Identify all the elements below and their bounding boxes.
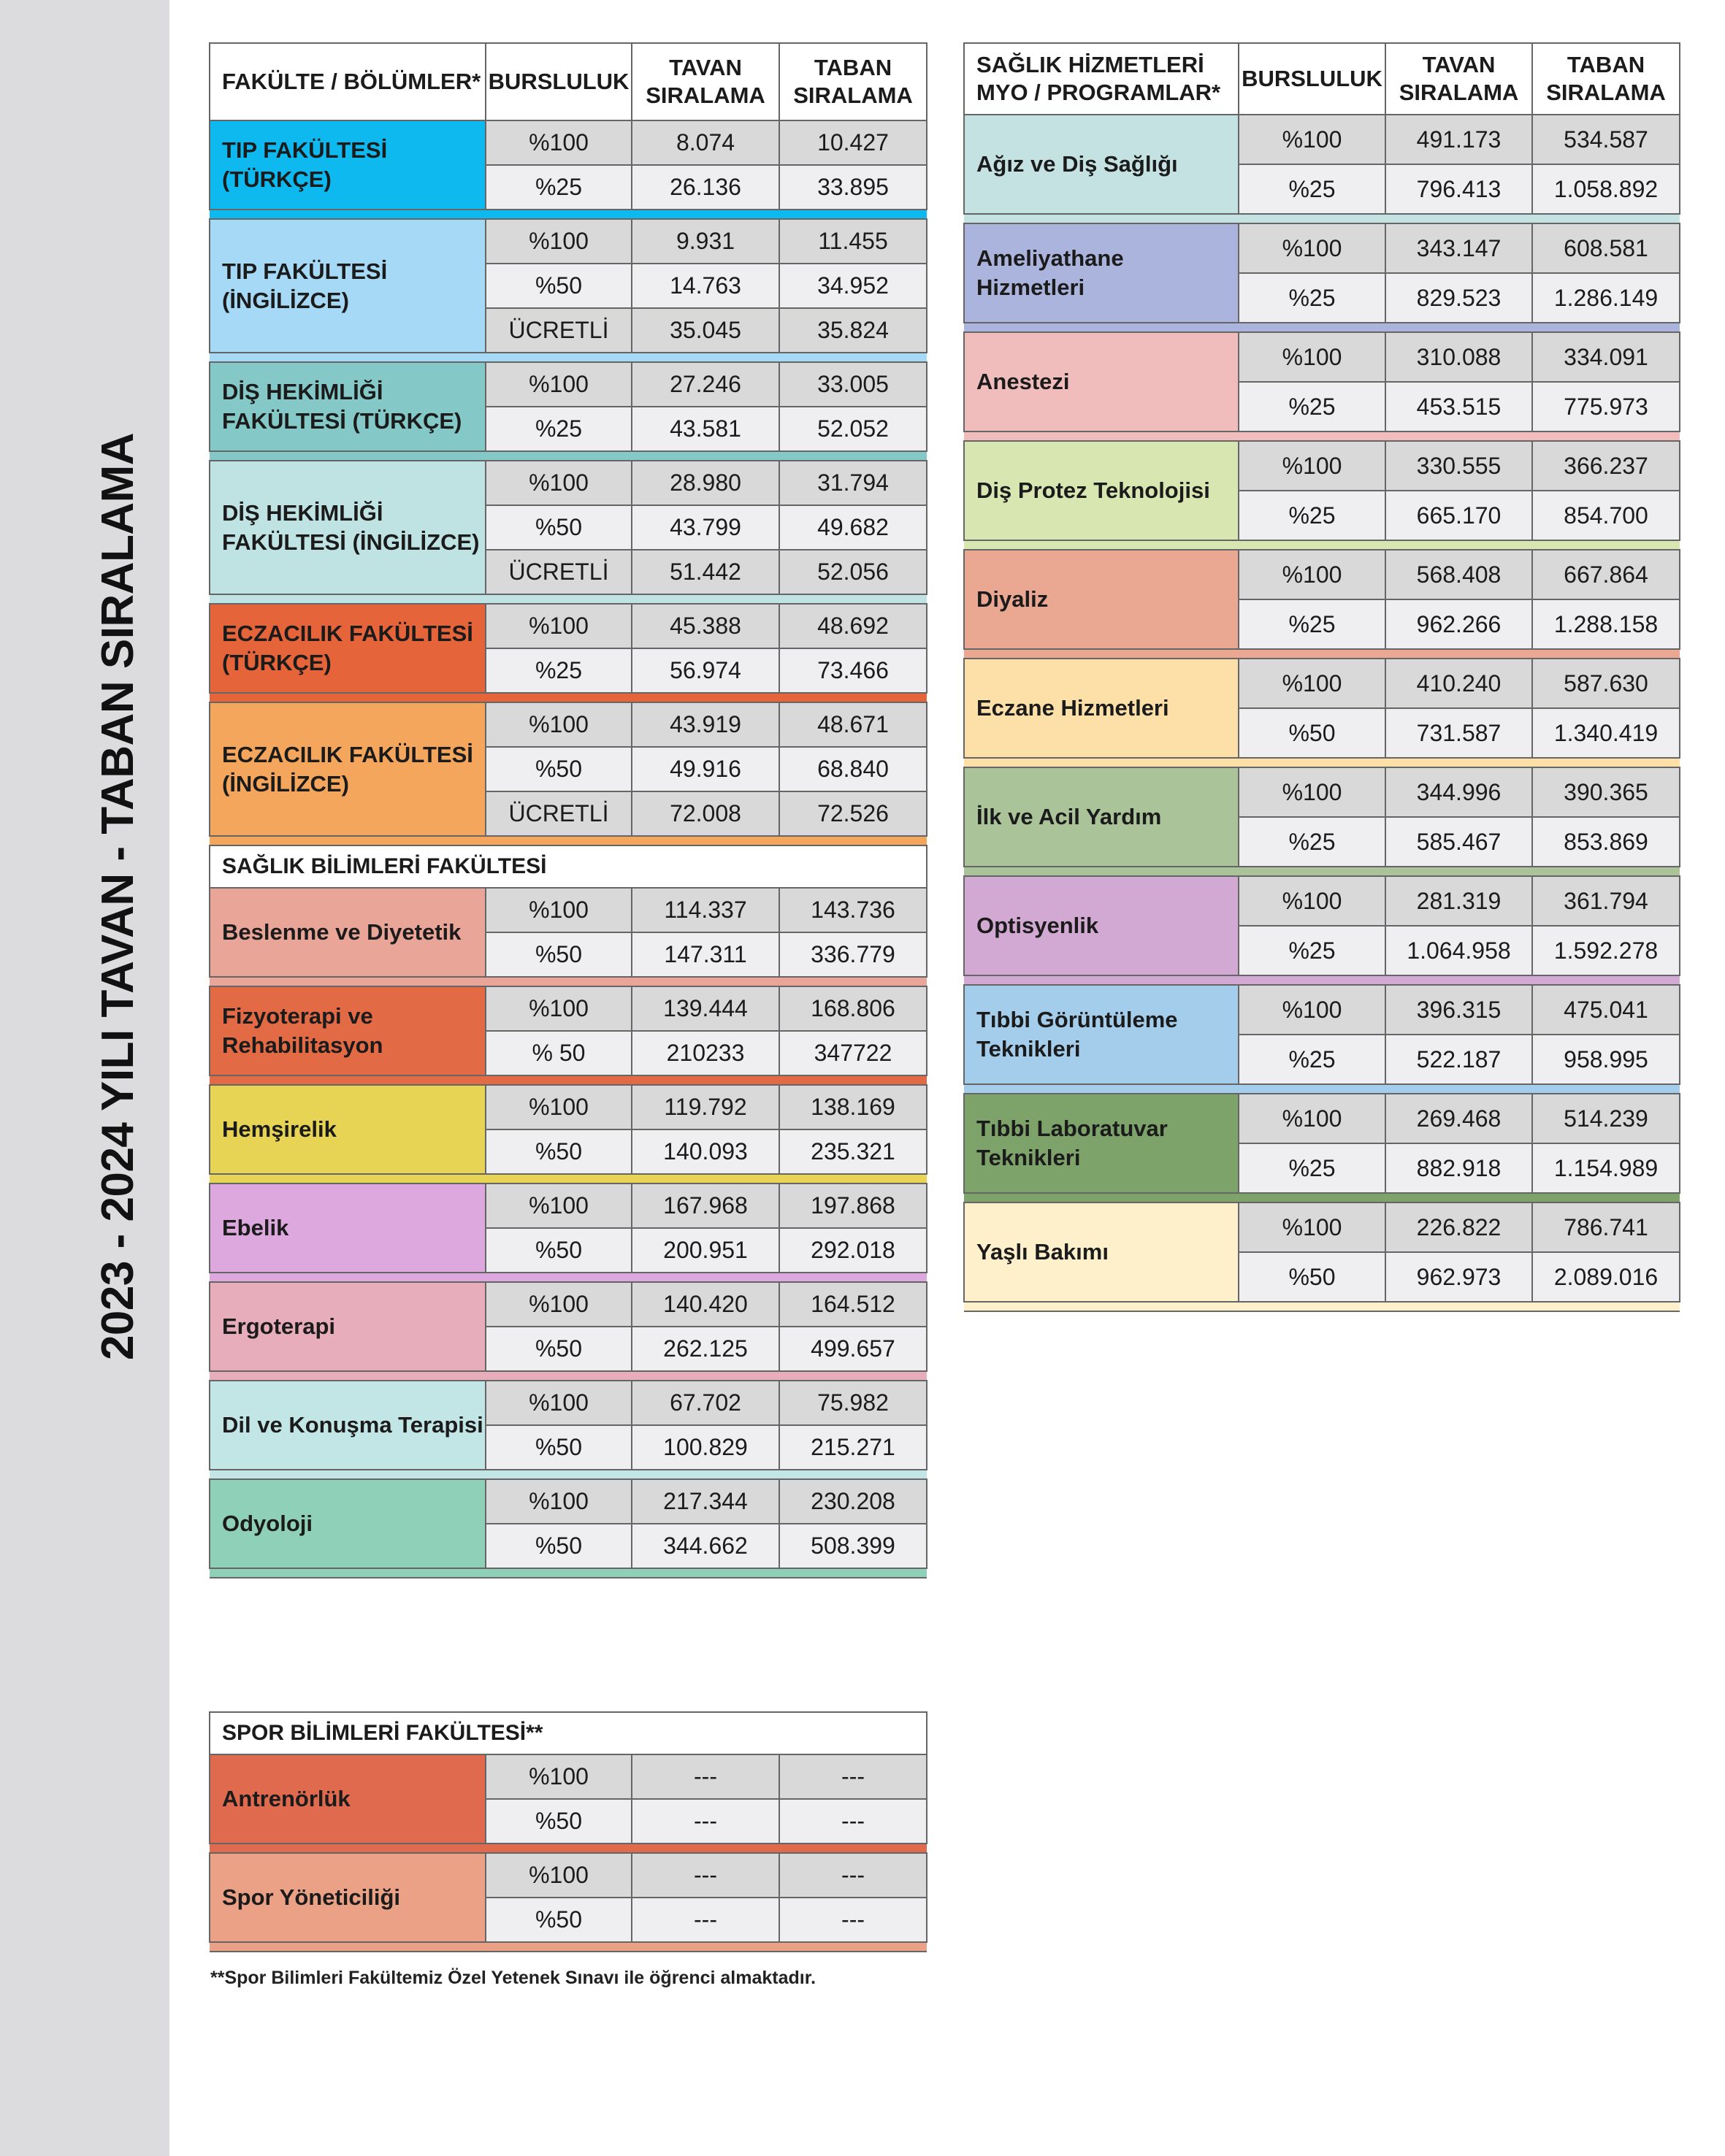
max-rank-cell: 731.587 <box>1385 708 1532 758</box>
min-rank-cell: 33.005 <box>779 362 927 407</box>
program-name: Spor Yöneticiliği <box>210 1853 486 1942</box>
scholarship-cell: %50 <box>486 1425 632 1470</box>
table-row <box>210 362 927 407</box>
max-rank-cell: 796.413 <box>1385 164 1532 214</box>
min-rank-cell: 138.169 <box>779 1085 927 1129</box>
min-rank-cell: --- <box>779 1853 927 1898</box>
max-rank-cell: 43.919 <box>632 702 779 747</box>
max-rank-cell: 344.662 <box>632 1524 779 1568</box>
max-rank-cell: 962.266 <box>1385 599 1532 649</box>
min-rank-cell: 11.455 <box>779 219 927 264</box>
color-divider <box>964 758 1680 767</box>
scholarship-cell: % 50 <box>486 1031 632 1075</box>
scholarship-cell: %50 <box>486 1799 632 1844</box>
table-row <box>210 219 927 264</box>
program-name: TIP FAKÜLTESİ (TÜRKÇE) <box>210 120 486 210</box>
max-rank-cell: 26.136 <box>632 165 779 210</box>
color-divider-row <box>964 1302 1680 1311</box>
scholarship-cell: %100 <box>486 1184 632 1228</box>
min-rank-cell: 366.237 <box>1532 441 1680 491</box>
min-rank-cell: 2.089.016 <box>1532 1252 1680 1302</box>
scholarship-cell: %25 <box>1239 273 1385 323</box>
scholarship-cell: %100 <box>486 1381 632 1425</box>
min-rank-cell: 958.995 <box>1532 1035 1680 1084</box>
header-program: SAĞLIK HİZMETLERİ MYO / PROGRAMLAR* <box>964 43 1239 115</box>
color-divider <box>964 1193 1680 1202</box>
min-rank-cell: 292.018 <box>779 1228 927 1273</box>
color-divider <box>210 210 927 219</box>
color-divider-row <box>964 214 1680 223</box>
max-rank-cell: 43.799 <box>632 505 779 550</box>
color-divider-row <box>964 323 1680 332</box>
program-name: Hemşirelik <box>210 1085 486 1174</box>
vertical-page-title: 2023 - 2024 YILI TAVAN - TABAN SIRALAMA <box>93 432 143 1361</box>
table-row <box>210 1085 927 1129</box>
scholarship-cell: %25 <box>1239 817 1385 867</box>
max-rank-cell: 147.311 <box>632 932 779 977</box>
max-rank-cell: 45.388 <box>632 604 779 648</box>
min-rank-cell: 34.952 <box>779 264 927 308</box>
table-row <box>964 550 1680 599</box>
min-rank-cell: 33.895 <box>779 165 927 210</box>
table-row <box>964 332 1680 382</box>
color-divider-row <box>210 1470 927 1479</box>
max-rank-cell: 281.319 <box>1385 876 1532 926</box>
min-rank-cell: 508.399 <box>779 1524 927 1568</box>
section-header-row <box>210 1712 927 1754</box>
program-name: ECZACILIK FAKÜLTESİ (TÜRKÇE) <box>210 604 486 693</box>
program-name: Ebelik <box>210 1184 486 1273</box>
program-name: Ameliyathane Hizmetleri <box>964 223 1239 323</box>
scholarship-cell: %50 <box>486 1524 632 1568</box>
table-row <box>210 1754 927 1799</box>
color-divider <box>964 214 1680 223</box>
scholarship-cell: %50 <box>1239 1252 1385 1302</box>
max-rank-cell: 72.008 <box>632 791 779 836</box>
faculty-ranking-table <box>209 42 927 1578</box>
min-rank-cell: 1.058.892 <box>1532 164 1680 214</box>
scholarship-cell: %100 <box>486 1479 632 1524</box>
min-rank-cell: --- <box>779 1898 927 1942</box>
header-scholarship: BURSLULUK <box>486 43 632 120</box>
color-divider <box>210 1942 927 1952</box>
color-divider <box>210 1568 927 1578</box>
program-name: TIP FAKÜLTESİ (İNGİLİZCE) <box>210 219 486 353</box>
min-rank-cell: 1.288.158 <box>1532 599 1680 649</box>
scholarship-cell: ÜCRETLİ <box>486 791 632 836</box>
program-name: Ağız ve Diş Sağlığı <box>964 115 1239 214</box>
color-divider-row <box>210 594 927 604</box>
table-row <box>210 604 927 648</box>
min-rank-cell: 215.271 <box>779 1425 927 1470</box>
min-rank-cell: 361.794 <box>1532 876 1680 926</box>
table-row <box>964 223 1680 273</box>
min-rank-cell: 775.973 <box>1532 382 1680 431</box>
max-rank-cell: 1.064.958 <box>1385 926 1532 975</box>
color-divider-row <box>210 1942 927 1952</box>
program-name: Odyoloji <box>210 1479 486 1568</box>
min-rank-cell: 587.630 <box>1532 659 1680 708</box>
max-rank-cell: 396.315 <box>1385 985 1532 1035</box>
scholarship-cell: %100 <box>486 461 632 505</box>
section-header-row <box>210 845 927 888</box>
scholarship-cell: %100 <box>486 120 632 165</box>
table-row <box>964 115 1680 164</box>
max-rank-cell: 568.408 <box>1385 550 1532 599</box>
scholarship-cell: %100 <box>1239 550 1385 599</box>
max-rank-cell: 226.822 <box>1385 1202 1532 1252</box>
min-rank-cell: 197.868 <box>779 1184 927 1228</box>
scholarship-cell: %100 <box>1239 441 1385 491</box>
scholarship-cell: %100 <box>486 1085 632 1129</box>
color-divider-row <box>964 1193 1680 1202</box>
max-rank-cell: 67.702 <box>632 1381 779 1425</box>
program-name: DİŞ HEKİMLİĞİ FAKÜLTESİ (TÜRKÇE) <box>210 362 486 451</box>
max-rank-cell: 585.467 <box>1385 817 1532 867</box>
min-rank-cell: 336.779 <box>779 932 927 977</box>
scholarship-cell: %25 <box>1239 1143 1385 1193</box>
min-rank-cell: 35.824 <box>779 308 927 353</box>
table-row <box>210 888 927 932</box>
header-min-rank: TABAN SIRALAMA <box>779 43 927 120</box>
scholarship-cell: %50 <box>1239 708 1385 758</box>
color-divider-row <box>210 1174 927 1184</box>
max-rank-cell: 27.246 <box>632 362 779 407</box>
scholarship-cell: %50 <box>486 1129 632 1174</box>
min-rank-cell: 475.041 <box>1532 985 1680 1035</box>
scholarship-cell: %25 <box>1239 1035 1385 1084</box>
program-name: Tıbbi Laboratuvar Teknikleri <box>964 1094 1239 1193</box>
min-rank-cell: 334.091 <box>1532 332 1680 382</box>
color-divider <box>964 323 1680 332</box>
max-rank-cell: 139.444 <box>632 986 779 1031</box>
color-divider <box>210 594 927 604</box>
table-row <box>964 876 1680 926</box>
color-divider-row <box>210 210 927 219</box>
scholarship-cell: %100 <box>1239 985 1385 1035</box>
color-divider <box>964 1302 1680 1311</box>
table-row <box>964 1094 1680 1143</box>
scholarship-cell: %100 <box>1239 659 1385 708</box>
color-divider-row <box>210 977 927 986</box>
scholarship-cell: %50 <box>486 1898 632 1942</box>
min-rank-cell: 1.340.419 <box>1532 708 1680 758</box>
scholarship-cell: %25 <box>486 165 632 210</box>
min-rank-cell: 168.806 <box>779 986 927 1031</box>
scholarship-cell: %50 <box>486 932 632 977</box>
max-rank-cell: 140.093 <box>632 1129 779 1174</box>
min-rank-cell: 72.526 <box>779 791 927 836</box>
program-name: İlk ve Acil Yardım <box>964 767 1239 867</box>
color-divider <box>210 836 927 845</box>
program-name: ECZACILIK FAKÜLTESİ (İNGİLİZCE) <box>210 702 486 836</box>
header-max-rank: TAVAN SIRALAMA <box>1385 43 1532 115</box>
header-scholarship: BURSLULUK <box>1239 43 1385 115</box>
header-max-rank: TAVAN SIRALAMA <box>632 43 779 120</box>
max-rank-cell: 35.045 <box>632 308 779 353</box>
color-divider-row <box>210 1075 927 1085</box>
color-divider-row <box>964 758 1680 767</box>
scholarship-cell: %100 <box>486 1853 632 1898</box>
min-rank-cell: 499.657 <box>779 1327 927 1371</box>
section-title: SPOR BİLİMLERİ FAKÜLTESİ** <box>210 1712 927 1754</box>
program-name: Eczane Hizmetleri <box>964 659 1239 758</box>
scholarship-cell: %100 <box>486 888 632 932</box>
color-divider <box>964 1084 1680 1094</box>
table-row <box>964 659 1680 708</box>
color-divider-row <box>210 1844 927 1853</box>
scholarship-cell: %100 <box>486 219 632 264</box>
max-rank-cell: 51.442 <box>632 550 779 594</box>
sports-faculty-ranking-table <box>209 1711 927 1952</box>
program-name: Tıbbi Görüntüleme Teknikleri <box>964 985 1239 1084</box>
max-rank-cell: 491.173 <box>1385 115 1532 164</box>
program-name: Optisyenlik <box>964 876 1239 975</box>
min-rank-cell: 75.982 <box>779 1381 927 1425</box>
color-divider <box>210 1844 927 1853</box>
max-rank-cell: 8.074 <box>632 120 779 165</box>
min-rank-cell: 390.365 <box>1532 767 1680 817</box>
scholarship-cell: %100 <box>486 1282 632 1327</box>
max-rank-cell: 217.344 <box>632 1479 779 1524</box>
max-rank-cell: 14.763 <box>632 264 779 308</box>
color-divider-row <box>210 693 927 702</box>
max-rank-cell: --- <box>632 1853 779 1898</box>
scholarship-cell: %25 <box>1239 382 1385 431</box>
color-divider-row <box>964 431 1680 441</box>
max-rank-cell: 453.515 <box>1385 382 1532 431</box>
color-divider-row <box>210 836 927 845</box>
min-rank-cell: 230.208 <box>779 1479 927 1524</box>
max-rank-cell: 344.996 <box>1385 767 1532 817</box>
color-divider <box>964 431 1680 441</box>
max-rank-cell: 522.187 <box>1385 1035 1532 1084</box>
table-row <box>210 1853 927 1898</box>
footnote: **Spor Bilimleri Fakültemiz Özel Yetenek Sınavı ile öğrenci almaktadır. <box>210 1968 816 1988</box>
max-rank-cell: --- <box>632 1898 779 1942</box>
scholarship-cell: %50 <box>486 505 632 550</box>
scholarship-cell: %50 <box>486 1228 632 1273</box>
color-divider <box>964 975 1680 985</box>
min-rank-cell: 48.692 <box>779 604 927 648</box>
scholarship-cell: %100 <box>1239 767 1385 817</box>
color-divider <box>210 451 927 461</box>
max-rank-cell: 665.170 <box>1385 491 1532 540</box>
program-name: Beslenme ve Diyetetik <box>210 888 486 977</box>
max-rank-cell: --- <box>632 1754 779 1799</box>
program-name: DİŞ HEKİMLİĞİ FAKÜLTESİ (İNGİLİZCE) <box>210 461 486 594</box>
max-rank-cell: 167.968 <box>632 1184 779 1228</box>
scholarship-cell: %100 <box>486 986 632 1031</box>
min-rank-cell: 534.587 <box>1532 115 1680 164</box>
color-divider-row <box>964 540 1680 550</box>
max-rank-cell: 262.125 <box>632 1327 779 1371</box>
scholarship-cell: %25 <box>486 407 632 451</box>
scholarship-cell: %50 <box>486 264 632 308</box>
min-rank-cell: 347722 <box>779 1031 927 1075</box>
color-divider-row <box>964 975 1680 985</box>
max-rank-cell: 962.973 <box>1385 1252 1532 1302</box>
max-rank-cell: 829.523 <box>1385 273 1532 323</box>
table-row <box>210 1381 927 1425</box>
table-row <box>210 461 927 505</box>
min-rank-cell: 235.321 <box>779 1129 927 1174</box>
max-rank-cell: 140.420 <box>632 1282 779 1327</box>
program-name: Yaşlı Bakımı <box>964 1202 1239 1302</box>
min-rank-cell: 10.427 <box>779 120 927 165</box>
max-rank-cell: 330.555 <box>1385 441 1532 491</box>
table-row <box>964 441 1680 491</box>
min-rank-cell: 49.682 <box>779 505 927 550</box>
color-divider <box>210 1371 927 1381</box>
header-faculty: FAKÜLTE / BÖLÜMLER* <box>210 43 486 120</box>
color-divider <box>964 649 1680 659</box>
program-name: Fizyoterapi ve Rehabilitasyon <box>210 986 486 1075</box>
color-divider <box>210 353 927 362</box>
section-title: SAĞLIK BİLİMLERİ FAKÜLTESİ <box>210 845 927 888</box>
scholarship-cell: %25 <box>486 648 632 693</box>
scholarship-cell: %100 <box>486 1754 632 1799</box>
color-divider-row <box>964 1084 1680 1094</box>
table-row <box>210 1479 927 1524</box>
min-rank-cell: 854.700 <box>1532 491 1680 540</box>
table-row <box>210 120 927 165</box>
color-divider <box>210 1470 927 1479</box>
scholarship-cell: %100 <box>486 604 632 648</box>
color-divider-row <box>210 1273 927 1282</box>
color-divider <box>964 540 1680 550</box>
color-divider <box>210 1075 927 1085</box>
min-rank-cell: --- <box>779 1754 927 1799</box>
table-row <box>964 1202 1680 1252</box>
max-rank-cell: --- <box>632 1799 779 1844</box>
min-rank-cell: 73.466 <box>779 648 927 693</box>
table-row <box>964 985 1680 1035</box>
min-rank-cell: 48.671 <box>779 702 927 747</box>
max-rank-cell: 269.468 <box>1385 1094 1532 1143</box>
max-rank-cell: 28.980 <box>632 461 779 505</box>
min-rank-cell: --- <box>779 1799 927 1844</box>
scholarship-cell: %100 <box>486 702 632 747</box>
max-rank-cell: 310.088 <box>1385 332 1532 382</box>
min-rank-cell: 31.794 <box>779 461 927 505</box>
program-name: Ergoterapi <box>210 1282 486 1371</box>
max-rank-cell: 9.931 <box>632 219 779 264</box>
scholarship-cell: ÜCRETLİ <box>486 308 632 353</box>
left-sidebar <box>0 0 169 2156</box>
max-rank-cell: 119.792 <box>632 1085 779 1129</box>
max-rank-cell: 882.918 <box>1385 1143 1532 1193</box>
scholarship-cell: %50 <box>486 1327 632 1371</box>
table-row <box>210 986 927 1031</box>
min-rank-cell: 1.286.149 <box>1532 273 1680 323</box>
table-row <box>210 702 927 747</box>
scholarship-cell: %100 <box>1239 1094 1385 1143</box>
table-row <box>210 1184 927 1228</box>
max-rank-cell: 49.916 <box>632 747 779 791</box>
scholarship-cell: %100 <box>1239 876 1385 926</box>
scholarship-cell: %25 <box>1239 926 1385 975</box>
scholarship-cell: %100 <box>486 362 632 407</box>
program-name: Diş Protez Teknolojisi <box>964 441 1239 540</box>
max-rank-cell: 100.829 <box>632 1425 779 1470</box>
scholarship-cell: %25 <box>1239 164 1385 214</box>
min-rank-cell: 1.592.278 <box>1532 926 1680 975</box>
program-name: Diyaliz <box>964 550 1239 649</box>
min-rank-cell: 143.736 <box>779 888 927 932</box>
min-rank-cell: 786.741 <box>1532 1202 1680 1252</box>
min-rank-cell: 667.864 <box>1532 550 1680 599</box>
scholarship-cell: %50 <box>486 747 632 791</box>
scholarship-cell: %100 <box>1239 1202 1385 1252</box>
color-divider <box>210 693 927 702</box>
max-rank-cell: 410.240 <box>1385 659 1532 708</box>
scholarship-cell: %25 <box>1239 491 1385 540</box>
min-rank-cell: 52.052 <box>779 407 927 451</box>
max-rank-cell: 210233 <box>632 1031 779 1075</box>
color-divider-row <box>210 1371 927 1381</box>
scholarship-cell: %100 <box>1239 332 1385 382</box>
program-name: Antrenörlük <box>210 1754 486 1844</box>
program-name: Anestezi <box>964 332 1239 431</box>
color-divider-row <box>964 649 1680 659</box>
min-rank-cell: 853.869 <box>1532 817 1680 867</box>
scholarship-cell: ÜCRETLİ <box>486 550 632 594</box>
min-rank-cell: 608.581 <box>1532 223 1680 273</box>
max-rank-cell: 56.974 <box>632 648 779 693</box>
min-rank-cell: 1.154.989 <box>1532 1143 1680 1193</box>
scholarship-cell: %100 <box>1239 223 1385 273</box>
color-divider-row <box>210 353 927 362</box>
vocational-school-ranking-table <box>963 42 1680 1312</box>
color-divider-row <box>210 451 927 461</box>
max-rank-cell: 114.337 <box>632 888 779 932</box>
table-row <box>210 1282 927 1327</box>
min-rank-cell: 514.239 <box>1532 1094 1680 1143</box>
color-divider-row <box>964 867 1680 876</box>
table-row <box>964 767 1680 817</box>
max-rank-cell: 200.951 <box>632 1228 779 1273</box>
color-divider <box>210 1273 927 1282</box>
min-rank-cell: 164.512 <box>779 1282 927 1327</box>
scholarship-cell: %25 <box>1239 599 1385 649</box>
header-min-rank: TABAN SIRALAMA <box>1532 43 1680 115</box>
program-name: Dil ve Konuşma Terapisi <box>210 1381 486 1470</box>
min-rank-cell: 68.840 <box>779 747 927 791</box>
color-divider <box>964 867 1680 876</box>
min-rank-cell: 52.056 <box>779 550 927 594</box>
color-divider-row <box>210 1568 927 1578</box>
max-rank-cell: 343.147 <box>1385 223 1532 273</box>
scholarship-cell: %100 <box>1239 115 1385 164</box>
max-rank-cell: 43.581 <box>632 407 779 451</box>
color-divider <box>210 977 927 986</box>
color-divider <box>210 1174 927 1184</box>
